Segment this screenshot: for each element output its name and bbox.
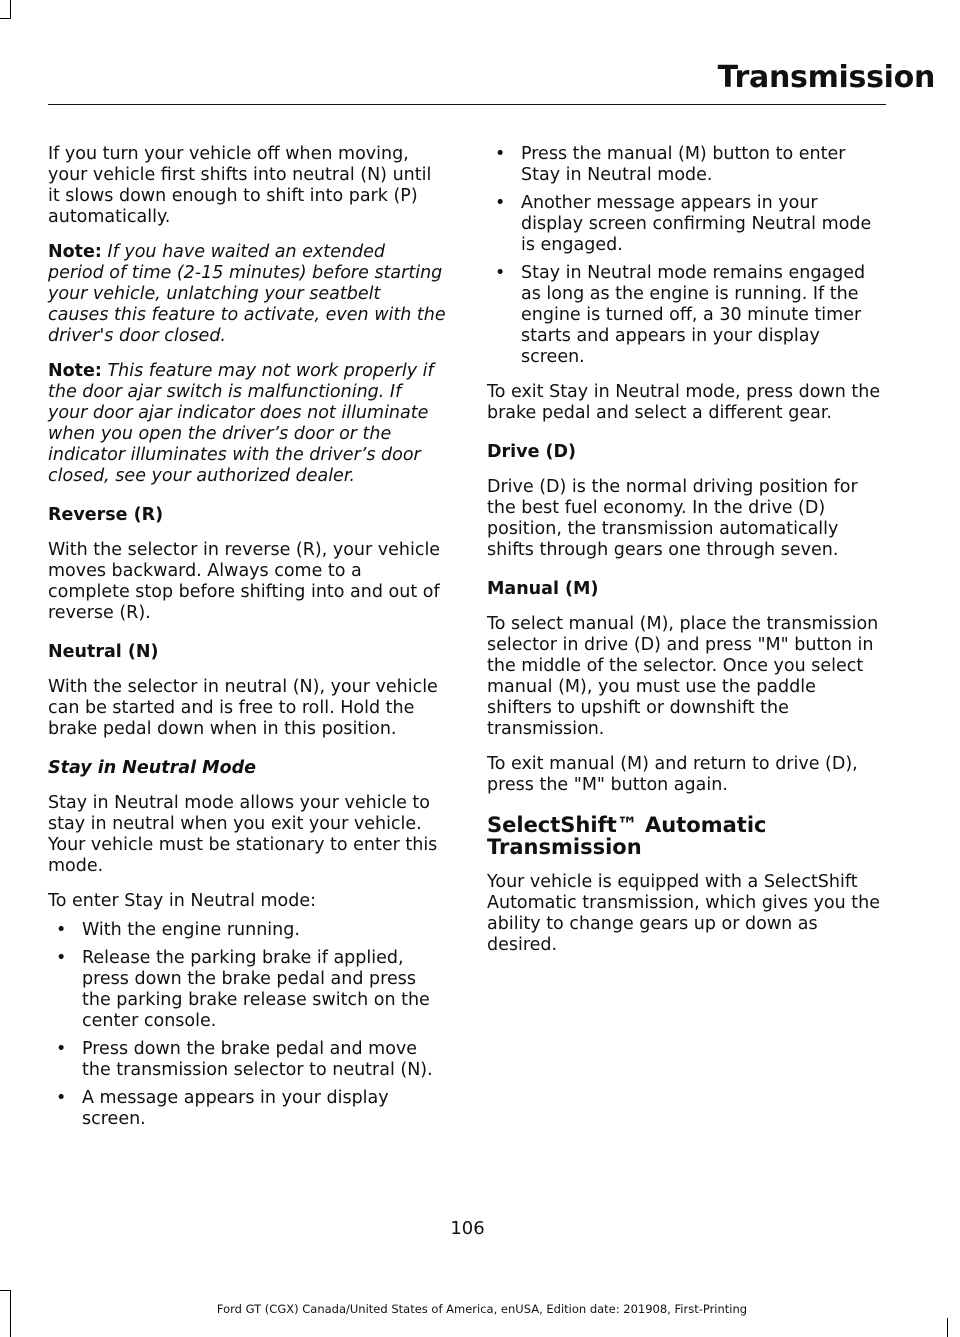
stay-neutral-steps-continued (487, 144, 885, 368)
selectshift-heading: SelectShift™ Automatic Transmission (487, 813, 767, 859)
bullet-icon: • (56, 1039, 67, 1059)
page-title: Transmission (717, 60, 935, 95)
bullet-icon: • (495, 263, 506, 283)
drive-text: Drive (D) is the normal driving position for the best fuel economy. In the drive (D) position, the transmission automatically shifts through gears one through seven. (487, 477, 858, 560)
list-item: • Press the manual (M) button to enter Stay in Neutral mode. (495, 144, 846, 185)
list-item: • Press down the brake pedal and move the transmission selector to neutral (N). (56, 1039, 433, 1080)
note-1 (48, 242, 446, 347)
manual-text-2: To exit manual (M) and return to drive (D), press the "M" button again. (487, 754, 858, 795)
manual-heading: Manual (M) (487, 579, 599, 599)
bullet-icon: • (56, 1088, 67, 1108)
bullet-icon: • (495, 144, 506, 164)
intro-paragraph: If you turn your vehicle off when moving, your vehicle first shifts into neutral (N) until it slows down enough to shift into park (P) automatically. (48, 144, 432, 227)
note-2 (48, 361, 446, 487)
list-item: • Release the parking brake if applied, press down the brake pedal and press the parking brake release switch on the center console. (56, 948, 430, 1031)
stay-neutral-text: Stay in Neutral mode allows your vehicle to stay in neutral when you exit your vehicle. Your vehicle must be stationary to enter this mode. (48, 793, 438, 876)
crop-mark-bottom-left (10, 1290, 11, 1337)
reverse-text: With the selector in reverse (R), your vehicle moves backward. Always come to a complete stop before shifting into and out of reverse (R). (48, 540, 441, 623)
stay-neutral-enter-label: To enter Stay in Neutral mode: (48, 891, 317, 911)
note-1-label: Note: (48, 242, 102, 262)
neutral-heading: Neutral (N) (48, 642, 159, 662)
exit-stay-neutral-text: To exit Stay in Neutral mode, press down the brake pedal and select a different gear. (487, 382, 881, 423)
footer-edition: Ford GT (CGX) Canada/United States of America, enUSA, Edition date: 201908, First-Printing (216, 1302, 748, 1316)
crop-mark-bottom-left-h (0, 1290, 11, 1291)
note-2-text: This feature may not work properly if the door ajar switch is malfunctioning. If your door ajar indicator does not illuminate when you open the driver’s door or the indicator illuminates with the driver’s door closed, see your authorized dealer. (48, 361, 434, 486)
bullet-icon: • (56, 920, 67, 940)
stay-neutral-steps (48, 920, 446, 1130)
list-item: • Another message appears in your display screen confirming Neutral mode is engaged. (495, 193, 872, 255)
note-2-label: Note: (48, 361, 102, 381)
left-column (48, 144, 446, 1144)
drive-heading: Drive (D) (487, 442, 577, 462)
reverse-heading: Reverse (R) (48, 505, 164, 525)
crop-mark-top-left-h (0, 18, 11, 19)
manual-text-1: To select manual (M), place the transmission selector in drive (D) and press "M" button in the middle of the selector. Once you select manual (M), you must use the paddle shifters to upshift or downshift the transmission. (487, 614, 879, 739)
header-rule (48, 104, 886, 105)
page-number: 106 (450, 1218, 485, 1239)
bullet-icon: • (495, 193, 506, 213)
list-item: • With the engine running. (56, 920, 300, 940)
neutral-text: With the selector in neutral (N), your vehicle can be started and is free to roll. Hold the brake pedal down when in this position. (48, 677, 438, 739)
crop-mark-top-left (10, 0, 11, 18)
selectshift-text: Your vehicle is equipped with a SelectShift Automatic transmission, which gives you the ability to change gears up or down as desired. (487, 872, 880, 955)
stay-neutral-heading: Stay in Neutral Mode (48, 758, 256, 778)
list-item: • A message appears in your display screen. (56, 1088, 389, 1129)
list-item: • Stay in Neutral mode remains engaged as long as the engine is running. If the engine is turned off, a 30 minute timer starts and appears in your display screen. (495, 263, 866, 367)
note-1-text: If you have waited an extended period of time (2-15 minutes) before starting your vehicle, unlatching your seatbelt causes this feature to activate, even with the driver's door closed. (48, 242, 446, 346)
bullet-icon: • (56, 948, 67, 968)
right-column (487, 144, 885, 970)
crop-mark-bottom-right (947, 1318, 948, 1337)
